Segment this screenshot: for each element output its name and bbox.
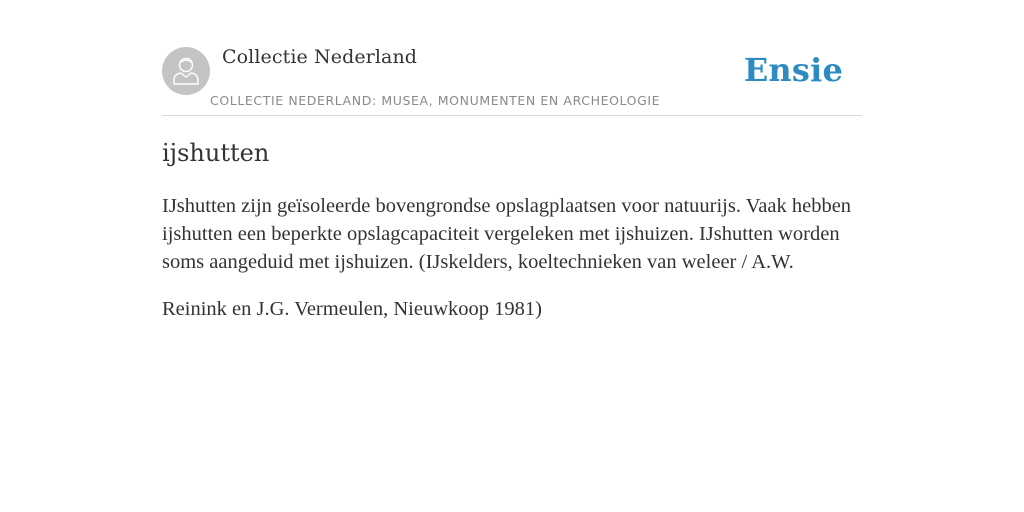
source-label: COLLECTIE NEDERLAND: MUSEA, MONUMENTEN EN ARCHEOLOGIE: [210, 93, 661, 108]
avatar[interactable]: [162, 47, 210, 95]
user-icon: [162, 47, 210, 95]
article-paragraph: IJshutten zijn geïsoleerde bovengrondse opslagplaatsen voor natuurijs. Vaak hebben ijshutten een beperkte opslagcapaciteit vergeleken met ijshuizen. IJshutten worden soms aangeduid met ijshuizen. (IJskelders, koeltechnieken van weleer / A.W.: [162, 195, 852, 273]
author-header: [162, 44, 862, 116]
author-name[interactable]: Collectie Nederland: [222, 46, 418, 68]
ensie-logo[interactable]: Ensie: [743, 51, 843, 89]
article-body: [162, 192, 862, 342]
article-paragraph: Reinink en J.G. Vermeulen, Nieuwkoop 1981): [162, 298, 542, 320]
page-title: ijshutten: [162, 139, 270, 167]
